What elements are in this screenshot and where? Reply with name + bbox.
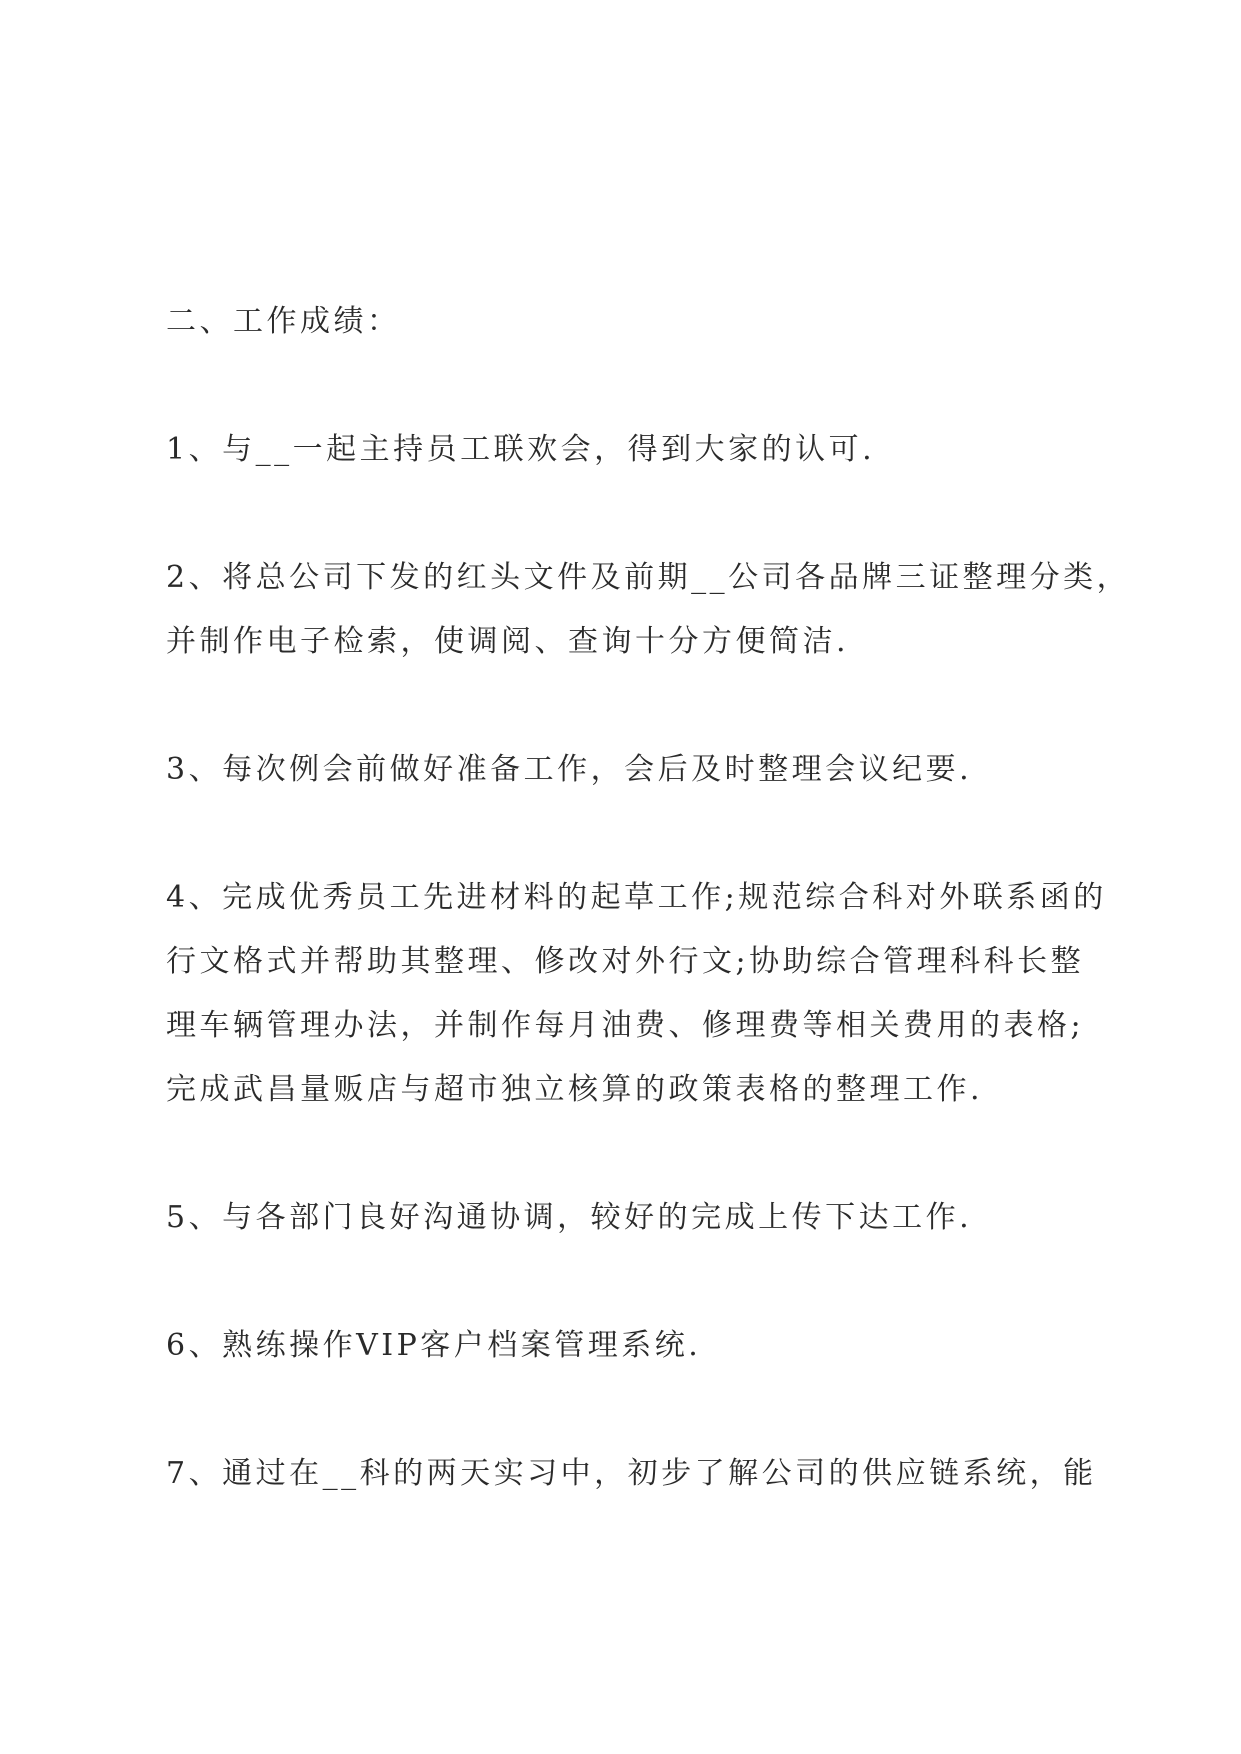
achievement-item-1	[166, 418, 1106, 482]
section-heading: 二、工作成绩：	[166, 304, 401, 339]
paragraph-line: 理车辆管理办法，并制作每月油费、修理费等相关费用的表格;	[166, 1008, 1085, 1043]
paragraph-line: 2、将总公司下发的红头文件及前期__公司各品牌三证整理分类，	[166, 560, 1131, 595]
section-heading-block	[166, 290, 1106, 354]
achievement-item-2	[166, 546, 1131, 674]
achievement-item-5	[166, 1186, 1106, 1250]
paragraph-line: 完成武昌量贩店与超市独立核算的政策表格的整理工作.	[166, 1072, 984, 1107]
paragraph-line: 5、与各部门良好沟通协调，较好的完成上传下达工作.	[166, 1200, 973, 1235]
document-body	[166, 290, 1131, 1570]
paragraph-line: 6、熟练操作VIP客户档案管理系统.	[166, 1328, 702, 1363]
paragraph-line: 4、完成优秀员工先进材料的起草工作;规范综合科对外联系函的	[166, 880, 1107, 915]
achievement-item-6	[166, 1314, 1106, 1378]
paragraph-line: 7、通过在__科的两天实习中，初步了解公司的供应链系统，能	[166, 1456, 1097, 1491]
paragraph-line: 1、与__一起主持员工联欢会，得到大家的认可.	[166, 432, 876, 467]
achievement-item-7	[166, 1442, 1106, 1506]
achievement-item-3	[166, 738, 1106, 802]
paragraph-line: 并制作电子检索，使调阅、查询十分方便简洁.	[166, 624, 850, 659]
achievement-item-4	[166, 866, 1106, 1122]
paragraph-line: 行文格式并帮助其整理、修改对外行文;协助综合管理科科长整	[166, 944, 1085, 979]
paragraph-line: 3、每次例会前做好准备工作，会后及时整理会议纪要.	[166, 752, 973, 787]
